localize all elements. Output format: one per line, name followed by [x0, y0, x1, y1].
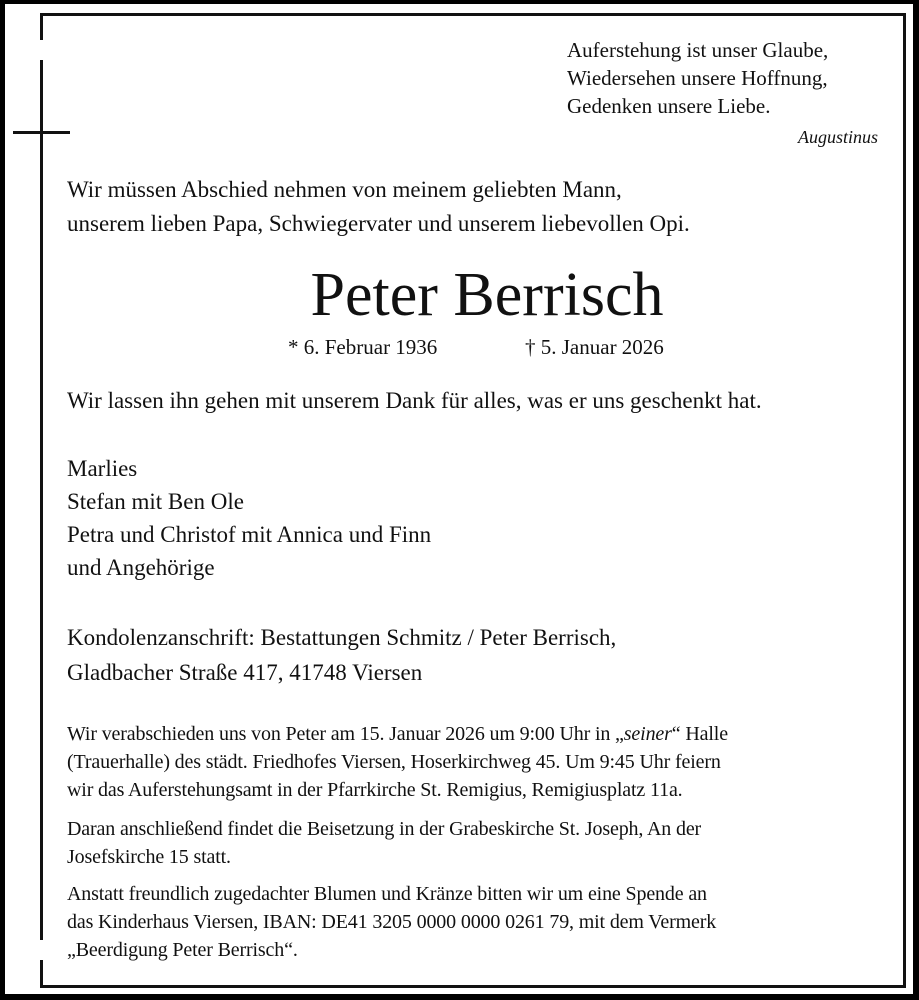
inner-frame-right — [903, 13, 906, 988]
donation-info — [67, 880, 882, 964]
service-text: “ Halle — [671, 723, 728, 745]
burial-line: Daran anschließend findet die Beisetzung in der Grabeskirche St. Joseph, An der — [67, 818, 702, 840]
intro-line: unserem lieben Papa, Schwiegervater und unserem liebevollen Opi. — [67, 211, 690, 236]
service-line-3: wir das Auferstehungsamt in der Pfarrkirche St. Remigius, Remigiusplatz 11a. — [67, 779, 683, 801]
service-line-1 — [67, 720, 882, 748]
death-date: † 5. Januar 2026 — [525, 335, 664, 359]
intro-line: Wir müssen Abschied nehmen von meinem geliebten Mann, — [67, 177, 622, 202]
family-member: Marlies — [67, 456, 138, 481]
inner-frame-bottom — [40, 985, 906, 988]
donation-line: Anstatt freundlich zugedachter Blumen und Kränze bitten wir um eine Spende an — [67, 883, 707, 905]
condolence-line: Gladbacher Straße 417, 41748 Viersen — [67, 660, 423, 685]
burial-line: Josefskirche 15 statt. — [67, 846, 231, 868]
inner-frame-left-segment — [40, 960, 43, 988]
quote-line: Auferstehung ist unser Glaube, — [567, 38, 829, 62]
service-line-2: (Trauerhalle) des städt. Friedhofes Viersen, Hoserkirchweg 45. Um 9:45 Uhr feiern — [67, 751, 721, 773]
inner-frame-top — [40, 13, 906, 16]
condolence-line: Kondolenzanschrift: Bestattungen Schmitz / Peter Berrisch, — [67, 625, 617, 650]
condolence-address — [67, 620, 616, 690]
family-list — [67, 452, 431, 584]
inner-frame-left-segment — [40, 13, 43, 40]
donation-line: das Kinderhaus Viersen, IBAN: DE41 3205 0000 0000 0261 79, mit dem Vermerk — [67, 911, 717, 933]
service-text: Wir verabschieden uns von Peter am 15. Januar 2026 um 9:00 Uhr in „ — [67, 723, 624, 745]
quote-author: Augustinus — [797, 127, 878, 147]
cross-icon — [40, 60, 43, 940]
deceased-name: Peter Berrisch — [310, 261, 664, 329]
epigraph-quote — [567, 36, 828, 120]
family-member: Stefan mit Ben Ole — [67, 489, 244, 514]
family-member: und Angehörige — [67, 555, 215, 580]
burial-info — [67, 815, 882, 871]
donation-line: „Beerdigung Peter Berrisch“. — [67, 939, 298, 961]
family-member: Petra und Christof mit Annica und Finn — [67, 522, 432, 547]
birth-date: * 6. Februar 1936 — [288, 335, 438, 359]
service-text-italic: seiner — [623, 723, 672, 745]
intro-text — [67, 173, 690, 241]
quote-line: Gedenken unsere Liebe. — [567, 94, 771, 118]
thanks-text: Wir lassen ihn gehen mit unserem Dank für alles, was er uns geschenkt hat. — [67, 388, 762, 413]
service-info — [67, 720, 882, 804]
cross-icon-bar — [13, 131, 70, 134]
quote-line: Wiedersehen unsere Hoffnung, — [567, 66, 828, 90]
